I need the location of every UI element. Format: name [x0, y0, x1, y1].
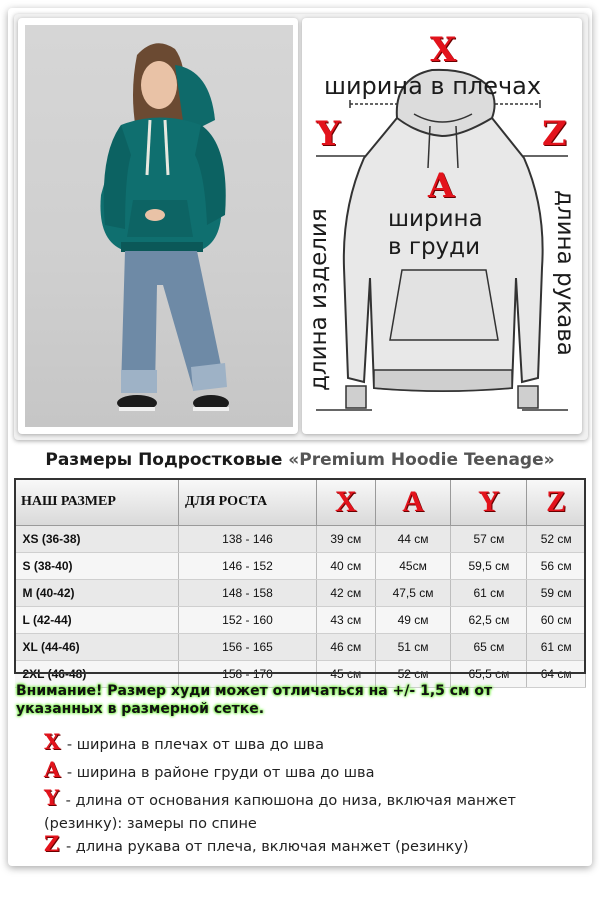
- legend-item-x: [44, 730, 564, 757]
- size-warning: Внимание! Размер худи может отличаться на +/- 1,5 см от указанных в размерной сетке.: [16, 683, 493, 717]
- shoulder-width-label: ширина в плечах: [324, 72, 542, 100]
- height-cell: 156 - 165: [179, 634, 317, 661]
- legend-item-z: [44, 832, 564, 859]
- legend-letter-z: Z: [44, 831, 60, 856]
- measurement-diagram: [302, 18, 582, 434]
- height-cell: 146 - 152: [179, 553, 317, 580]
- model-illustration: [25, 25, 293, 427]
- table-row: [15, 607, 586, 634]
- product-photo: [25, 25, 293, 427]
- x-letter: X: [430, 30, 457, 70]
- measurement-cell: 47,5 см: [375, 580, 451, 607]
- measurement-cell: 57 см: [451, 526, 527, 553]
- measurement-cell: 45 см: [317, 661, 376, 688]
- measurement-cell: 65 см: [451, 634, 527, 661]
- legend-text-y: - длина от основания капюшона до низа, включая манжет (резинку): замеры по спине: [44, 793, 516, 832]
- legend-item-a: [44, 758, 564, 785]
- measurement-cell: 45см: [375, 553, 451, 580]
- legend-letter-x: X: [44, 729, 61, 754]
- table-row: [15, 553, 586, 580]
- height-cell: 152 - 160: [179, 607, 317, 634]
- height-cell: 138 - 146: [179, 526, 317, 553]
- legend-letter-y: Y: [44, 785, 59, 810]
- measurement-cell: 56 см: [527, 553, 586, 580]
- size-cell: S (38-40): [15, 553, 179, 580]
- measurement-cell: 61 см: [451, 580, 527, 607]
- legend-text-x: - ширина в плечах от шва до шва: [66, 737, 324, 753]
- chest-width-label-line1: ширина: [388, 206, 483, 232]
- legend-text-z: - длина рукава от плеча, включая манжет (резинку): [65, 839, 469, 855]
- title-main: Размеры Подростковые: [45, 450, 283, 470]
- height-cell: 148 - 158: [179, 580, 317, 607]
- size-cell: XL (44-46): [15, 634, 179, 661]
- measurement-cell: 52 см: [527, 526, 586, 553]
- measurement-cell: 62,5 см: [451, 607, 527, 634]
- size-cell: L (42-44): [15, 607, 179, 634]
- measurement-cell: 52 см: [375, 661, 451, 688]
- chest-width-label-line2: в груди: [388, 234, 481, 260]
- measurement-cell: 39 см: [317, 526, 376, 553]
- measurement-cell: 42 см: [317, 580, 376, 607]
- header-y: Y: [451, 479, 527, 526]
- legend-item-y: [44, 786, 564, 836]
- y-letter: Y: [316, 114, 341, 154]
- size-chart-title: [0, 450, 600, 470]
- table-row: [15, 580, 586, 607]
- measurement-cell: 64 см: [527, 661, 586, 688]
- sleeve-length-label: длина рукава: [552, 190, 578, 356]
- size-cell: M (40-42): [15, 580, 179, 607]
- measurement-cell: 59 см: [527, 580, 586, 607]
- size-cell: 2XL (46-48): [15, 661, 179, 688]
- header-a: A: [375, 479, 451, 526]
- measurement-cell: 61 см: [527, 634, 586, 661]
- height-cell: 158 - 170: [179, 661, 317, 688]
- measurement-cell: 44 см: [375, 526, 451, 553]
- measurement-cell: 59,5 см: [451, 553, 527, 580]
- size-table: [14, 478, 586, 688]
- a-letter: A: [428, 166, 455, 206]
- header-x: X: [317, 479, 376, 526]
- measurement-cell: 40 см: [317, 553, 376, 580]
- header-height: ДЛЯ РОСТА: [179, 479, 317, 526]
- measurement-cell: 43 см: [317, 607, 376, 634]
- z-letter: Z: [542, 114, 567, 154]
- table-row: [15, 634, 586, 661]
- measurement-cell: 60 см: [527, 607, 586, 634]
- header-our-size: НАШ РАЗМЕР: [15, 479, 179, 526]
- legend-text-a: - ширина в районе груди от шва до шва: [66, 765, 375, 781]
- size-table-body: [15, 526, 586, 688]
- table-header-row: [15, 479, 586, 526]
- table-row: [15, 526, 586, 553]
- measurement-cell: 46 см: [317, 634, 376, 661]
- garment-length-label: длина изделия: [306, 208, 332, 391]
- legend-letter-a: A: [44, 757, 61, 782]
- size-cell: XS (36-38): [15, 526, 179, 553]
- title-brand: «Premium Hoodie Teenage»: [288, 450, 555, 470]
- header-z: Z: [527, 479, 586, 526]
- measurement-cell: 65,5 см: [451, 661, 527, 688]
- measurement-cell: 49 см: [375, 607, 451, 634]
- measurement-cell: 51 см: [375, 634, 451, 661]
